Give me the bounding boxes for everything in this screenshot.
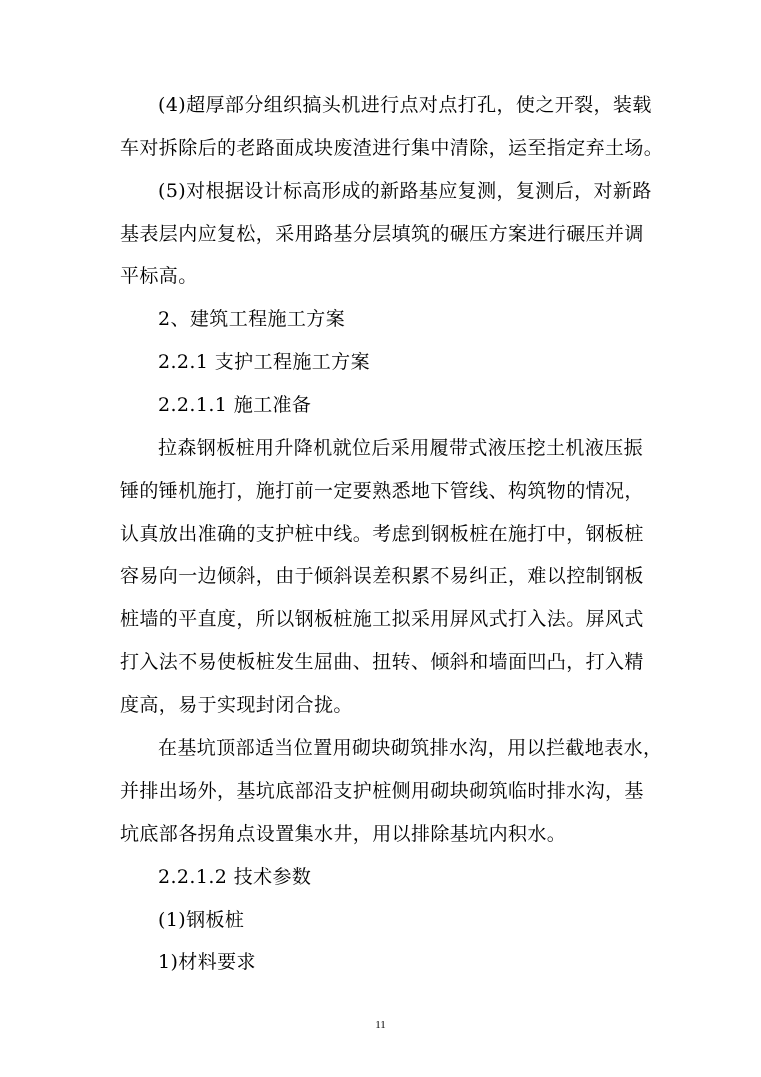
body-text-line: 度高，易于实现封闭合拢。 [120,694,353,716]
body-text-line: 并排出场外，基坑底部沿支护桩侧用砌块砌筑临时排水沟，基 [120,780,644,802]
list-heading: 1)材料要求 [158,951,256,973]
body-text-line: 车对拆除后的老路面成块废渣进行集中清除，运至指定弃土场。 [120,137,664,159]
body-text-line: 在基坑顶部适当位置用砌块砌筑排水沟，用以拦截地表水， [158,737,663,759]
section-heading: 2.2.1.1 施工准备 [158,394,312,416]
section-heading: 2.2.1 支护工程施工方案 [158,351,370,373]
section-heading: 2、建筑工程施工方案 [158,308,346,330]
body-text-line: (4)超厚部分组织搞头机进行点对点打孔，使之开裂，装载 [158,94,652,116]
body-text-line: 容易向一边倾斜，由于倾斜误差积累不易纠正，难以控制钢板 [120,565,644,587]
body-text-line: (5)对根据设计标高形成的新路基应复测，复测后，对新路 [158,180,652,202]
body-text-line: 坑底部各拐角点设置集水井，用以排除基坑内积水。 [120,823,567,845]
body-text-line: 锤的锤机施打，施打前一定要熟悉地下管线、构筑物的情况， [120,480,644,502]
body-text-line: 拉森钢板桩用升降机就位后采用履带式液压挖土机液压振 [158,437,644,459]
list-heading: (1)钢板桩 [158,909,245,931]
body-text-line: 基表层内应复松，采用路基分层填筑的碾压方案进行碾压并调 [120,223,644,245]
body-text-line: 认真放出准确的支护桩中线。考虑到钢板桩在施打中，钢板桩 [120,523,644,545]
body-text-line: 平标高。 [120,265,198,287]
section-heading: 2.2.1.2 技术参数 [158,866,312,888]
body-text-line: 桩墙的平直度，所以钢板桩施工拟采用屏风式打入法。屏风式 [120,608,644,630]
body-text-line: 打入法不易使板桩发生屈曲、扭转、倾斜和墙面凹凸，打入精 [120,651,644,673]
page-number: 11 [375,1019,386,1031]
